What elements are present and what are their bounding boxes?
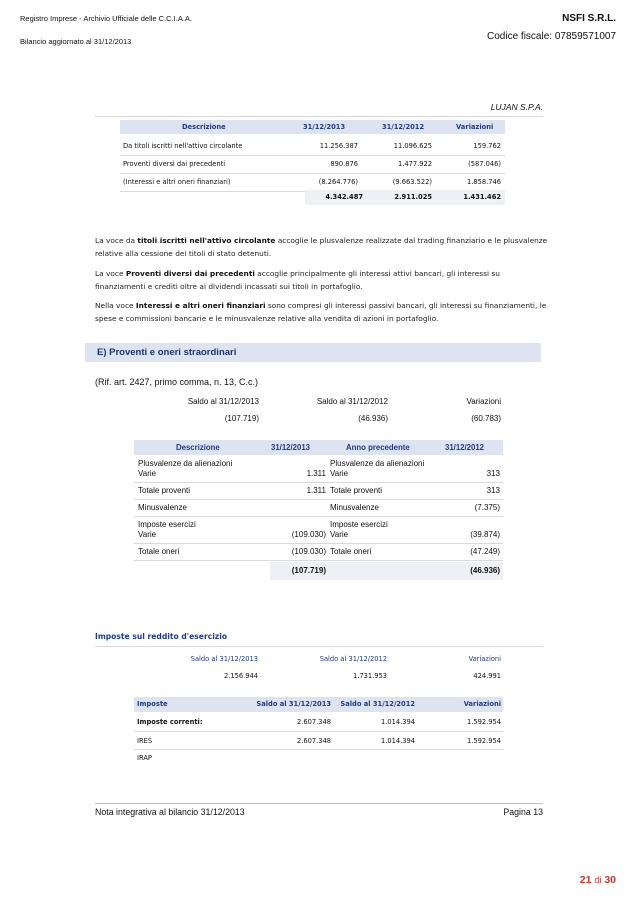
p2-line2: finanziamenti e crediti oltre ai dividendi incassati sui titoli in portafoglio.	[95, 282, 363, 291]
p3-post: sono compresi gli interessi passivi bancari, gli interessi su finanziamenti, le	[265, 301, 547, 310]
p1-pre: La voce da	[95, 236, 138, 245]
page-total: 30	[604, 874, 616, 886]
tax-code: Codice fiscale: 07859571007	[487, 31, 616, 42]
imp-saldo-h2012: Saldo al 31/12/2012	[319, 655, 387, 663]
e-saldo-h2013: Saldo al 31/12/2013	[187, 397, 259, 406]
table-row	[120, 158, 505, 172]
t1-row3-desc: (Interessi e altri oneri finanziari)	[123, 178, 231, 186]
table2-totals	[270, 562, 503, 580]
section-e-title: E) Proventi e oneri straordinari	[97, 347, 237, 358]
e-saldo-hvar: Variazioni	[466, 397, 501, 406]
t2-r3-left: Minusvalenze	[138, 503, 187, 512]
t2-r4-v1: (109.030)	[291, 530, 326, 539]
imp-saldo-h2013: Saldo al 31/12/2013	[190, 655, 258, 663]
t2-r4-right2: Varie	[330, 530, 349, 539]
footer-page: Pagina 13	[503, 807, 543, 817]
t1-row1-2012: 11.096.625	[393, 142, 432, 150]
p2-pre: La voce	[95, 269, 126, 278]
imposte-table-header	[134, 697, 503, 712]
paragraph-proventi	[95, 267, 543, 293]
page-separator: di	[594, 875, 602, 885]
t2-r1-left1: Plusvalenze da alienazioni	[138, 459, 233, 468]
t2-r1-v2: 313	[486, 469, 500, 478]
t1-col-variazioni: Variazioni	[456, 123, 494, 131]
imp-r1-label: Imposte correnti:	[137, 718, 203, 726]
e-saldo-var: (60.783)	[471, 414, 501, 423]
imp-col-2013: Saldo al 31/12/2013	[256, 700, 331, 708]
page-current: 21	[579, 874, 592, 886]
t2-r2-v1: 1.311	[306, 486, 326, 495]
imp-saldo-var: 424.991	[473, 672, 501, 680]
t1-row1-2013: 11.256.387	[319, 142, 358, 150]
t2-r1-v1: 1.311	[306, 469, 326, 478]
imposte-title: Imposte sul reddito d'esercizio	[95, 632, 228, 641]
t2-r1-right2: Varie	[330, 469, 349, 478]
paragraph-titoli	[95, 234, 548, 260]
row-divider	[134, 560, 503, 561]
t2-r2-v2: 313	[486, 486, 500, 495]
imposte-saldo	[134, 652, 503, 682]
t2-r4-v2: (39.874)	[470, 530, 500, 539]
t2-total-v1: (107.719)	[291, 566, 326, 575]
imp-col-variazioni: Variazioni	[463, 700, 501, 708]
section-e-reference: (Rif. art. 2427, primo comma, n. 13, C.c.)	[95, 377, 259, 387]
p1-post: accoglie le plusvalenze realizzate dal trading finanziario e le plusvalenze	[275, 236, 548, 245]
t2-r4-left2: Varie	[138, 530, 157, 539]
row-divider	[120, 173, 505, 174]
imp-r3-label: IRAP	[137, 754, 152, 762]
t2-r5-left: Totale oneri	[138, 547, 180, 556]
table2-body	[134, 457, 503, 607]
t2-col-descrizione: Descrizione	[176, 443, 220, 452]
row-divider	[134, 731, 503, 732]
p3-bold: Interessi e altri oneri finanziari	[135, 301, 266, 310]
t1-col-2012: 31/12/2012	[382, 123, 425, 131]
company-name: NSFI S.R.L.	[562, 13, 616, 24]
footer-note: Nota integrativa al bilancio 31/12/2013	[95, 807, 245, 817]
footer-rule	[95, 803, 543, 804]
p3-pre: Nella voce	[95, 301, 136, 310]
t1-row2-var: (587.046)	[468, 160, 501, 168]
p1-bold: titoli iscritti nell'attivo circolante	[137, 236, 276, 245]
t2-col-2012: 31/12/2012	[445, 443, 485, 452]
t2-col-2013: 31/12/2013	[271, 443, 311, 452]
t2-total-v2: (46.936)	[470, 566, 500, 575]
imp-r2-2013: 2.607.348	[296, 737, 331, 745]
imp-r2-2012: 1.014.394	[380, 737, 415, 745]
imp-col-2012: Saldo al 31/12/2012	[340, 700, 415, 708]
t1-total-var: 1.431.462	[463, 193, 501, 201]
table2-header	[134, 440, 503, 455]
imp-col-imposte: Imposte	[137, 700, 168, 708]
t2-r2-left: Totale proventi	[138, 486, 191, 495]
t2-r5-v1: (109.030)	[291, 547, 326, 556]
table1-header	[120, 120, 505, 134]
paragraph-interessi	[95, 299, 547, 325]
t1-col-2013: 31/12/2013	[303, 123, 346, 131]
t2-r5-v2: (47.249)	[470, 547, 500, 556]
t1-total-2012: 2.911.025	[394, 193, 432, 201]
e-saldo-2012: (46.936)	[358, 414, 388, 423]
imp-r2-label: IRES	[137, 737, 153, 745]
p3-line2: spese e commissioni bancarie e le minusvalenze relative alla vendita di azioni in portafoglio.	[95, 314, 439, 323]
t2-col-anno-precedente: Anno precedente	[346, 443, 410, 452]
table-row	[120, 140, 505, 154]
t1-col-descrizione: Descrizione	[182, 123, 226, 131]
table1-totals	[305, 190, 505, 205]
p1-line2: relative alla cessione dei titoli di stato detenuti.	[95, 249, 272, 258]
t1-row2-desc: Proventi diversi dai precedenti	[123, 160, 226, 168]
e-saldo-h2012: Saldo al 31/12/2012	[316, 397, 388, 406]
table-row	[120, 176, 505, 190]
row-divider	[134, 749, 503, 750]
row-divider	[134, 516, 503, 517]
imposte-table-body	[134, 714, 503, 774]
imp-r2-var: 1.592.954	[466, 737, 501, 745]
imp-saldo-hvar: Variazioni	[468, 655, 501, 663]
t1-row2-2013: 890.876	[330, 160, 358, 168]
t2-r1-right1: Plusvalenze da alienazioni	[330, 459, 425, 468]
t2-r4-left1: Imposte esercizi	[138, 520, 196, 529]
t1-row3-var: 1.858.746	[466, 178, 501, 186]
imp-r1-var: 1.592.954	[466, 718, 501, 726]
imp-saldo-2012: 1.731.953	[352, 672, 387, 680]
section-e-saldo	[120, 395, 505, 427]
imp-r1-2013: 2.607.348	[296, 718, 331, 726]
t1-row2-2012: 1.477.922	[397, 160, 432, 168]
registry-label: Registro Imprese - Archivio Ufficiale delle C.C.I.A.A.	[20, 14, 193, 23]
t2-r5-right: Totale oneri	[330, 547, 372, 556]
row-divider	[134, 499, 503, 500]
t2-r2-right: Totale proventi	[330, 486, 383, 495]
page-indicator	[580, 874, 616, 886]
t1-row1-desc: Da titoli iscritti nell'attivo circolante	[123, 142, 243, 150]
t2-r3-v2: (7.375)	[474, 503, 500, 512]
t2-r3-right: Minusvalenze	[330, 503, 379, 512]
imposte-rule	[95, 646, 543, 647]
row-divider	[134, 482, 503, 483]
t1-total-2013: 4.342.487	[325, 193, 363, 201]
p2-post: accoglie principalmente gli interessi attivi bancari, gli interessi su	[254, 269, 500, 278]
header-rule	[95, 116, 543, 117]
t2-r4-right1: Imposte esercizi	[330, 520, 388, 529]
t1-row3-2013: (8.264.776)	[318, 178, 358, 186]
row-divider	[120, 155, 505, 156]
p2-bold: Proventi diversi dai precedenti	[125, 269, 255, 278]
section-e-bar	[85, 343, 541, 362]
document-company: LUJAN S.P.A.	[490, 102, 543, 112]
row-divider	[134, 543, 503, 544]
e-saldo-2013: (107.719)	[224, 414, 259, 423]
imp-saldo-2013: 2.156.944	[223, 672, 258, 680]
t2-r1-left2: Varie	[138, 469, 157, 478]
balance-date-label: Bilancio aggiornato al 31/12/2013	[20, 37, 132, 46]
t1-row3-2012: (9.663.522)	[392, 178, 432, 186]
imp-r1-2012: 1.014.394	[380, 718, 415, 726]
t1-row1-var: 159.762	[473, 142, 501, 150]
